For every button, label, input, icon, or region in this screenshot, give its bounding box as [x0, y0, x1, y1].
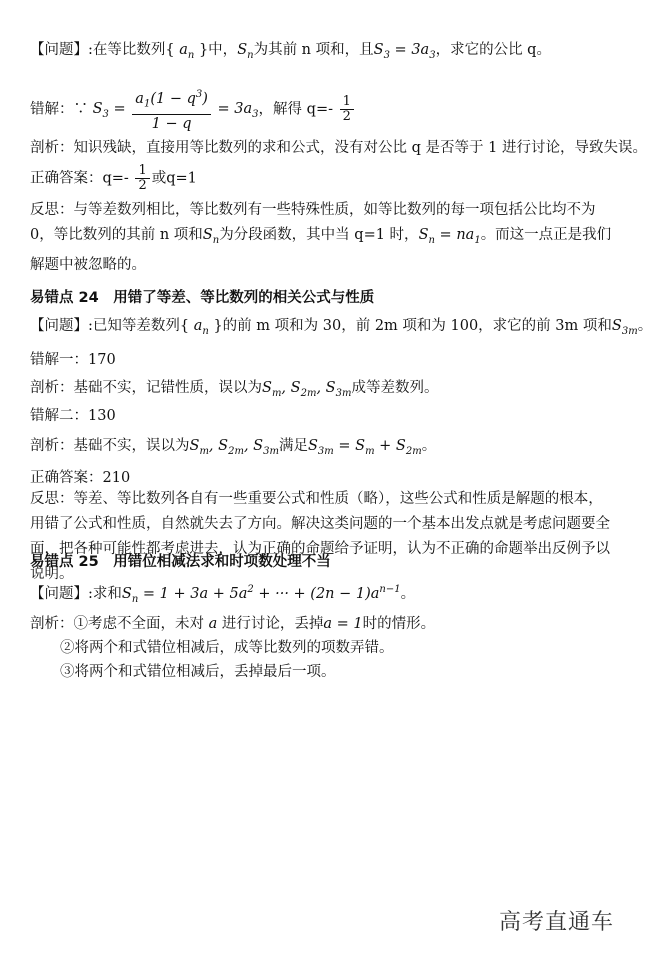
analysis-1: 剖析：知识残缺，直接用等比数列的求和公式，没有对公比 q 是否等于 1 进行讨论，导致失误。	[30, 140, 647, 156]
problem-tag: 【问题】	[30, 42, 88, 58]
wrong-solution-2b: 错解二：130	[30, 408, 116, 424]
section-heading-24: 易错点 24 用错了等差、等比数列的相关公式与性质	[30, 290, 375, 306]
half-fraction: $\frac{1}{2}$	[340, 95, 354, 124]
problem-2: 【问题】:已知等差数列{ $a_n$ }的前 m 项和为 30，前 2m 项和为 100，求它的前 3m 项和$S_{3m}$。	[30, 318, 652, 337]
math-sn: $S_n$	[237, 42, 254, 61]
math-an: $a_n$	[179, 42, 195, 61]
analysis-3-item-2: ②将两个和式错位相减后，成等比数列的项数弄错。	[60, 640, 394, 656]
analysis-3-item-1: 剖析：①考虑不全面，未对 a 进行讨论，丢掉a = 1时的情形。	[30, 616, 436, 632]
section-heading-25: 易错点 25 用错位相减法求和时项数处理不当	[30, 554, 331, 570]
analysis-2b: 剖析：基础不实，误以为$S_m$, $S_{2m}$, $S_{3m}$满足$S_{3m} = S_m + S_{2m}$。	[30, 438, 437, 457]
correct-answer-2: 正确答案：210	[30, 470, 131, 486]
watermark-text: 高考直通车	[498, 910, 614, 935]
reflection-1: 反思：与等差数列相比，等比数列有一些特殊性质，如等比数列的每一项包括公比均不为 0，等比数列的其前 n 项和$S_n$为分段函数，其中当 q=1 时，$S_n = na_1$。而这一点正是我们解题中被忽略的。	[30, 202, 612, 273]
wrong-solution-2a: 错解一：170	[30, 352, 116, 368]
problem-tag: 【问题】	[30, 318, 88, 334]
analysis-2a: 剖析：基础不实，记错性质，误以为$S_m$, $S_{2m}$, $S_{3m}$成等差数列。	[30, 380, 439, 399]
correct-answer-1: 正确答案：q=- $\frac{1}{2}$ 或q=1	[30, 163, 197, 193]
half-fraction: $\frac{1}{2}$	[135, 164, 149, 193]
wrong-solution-1: 错解：∵ $S_3$ = $\frac{a_1(1 - q^3)}{1 - q}$ = $3a_3$，解得 q=- $\frac{1}{2}$	[30, 86, 616, 133]
sum-formula-fraction: $\frac{a_1(1 - q^3)}{1 - q}$	[132, 86, 211, 133]
reflection-2: 反思：等差、等比数列各自有一些重要公式和性质（略），这些公式和性质是解题的根本，用错了公式和性质，自然就失去了方向。解决这类问题的一个基本出发点就是考虑问题要全面，把各种可能性都考虑进去，认为正确的命题给予证明，认为不正确的命题举出反例予以说明。	[30, 491, 610, 582]
problem-3: 【问题】:求和$S_n = 1 + 3a + 5a^2$ + ··· + $(2n - 1)a^{n-1}$。	[30, 584, 416, 605]
analysis-3-item-3: ③将两个和式错位相减后，丢掉最后一项。	[60, 664, 336, 680]
problem-1: 【问题】:在等比数列{ $a_n$ }中，$S_n$为其前 n 项和，且$S_3 = 3a_3$，求它的公比 q。	[30, 42, 551, 61]
math-s3-eq: $S_3 = 3a_3$	[373, 42, 436, 61]
problem-tag: 【问题】	[30, 585, 88, 602]
